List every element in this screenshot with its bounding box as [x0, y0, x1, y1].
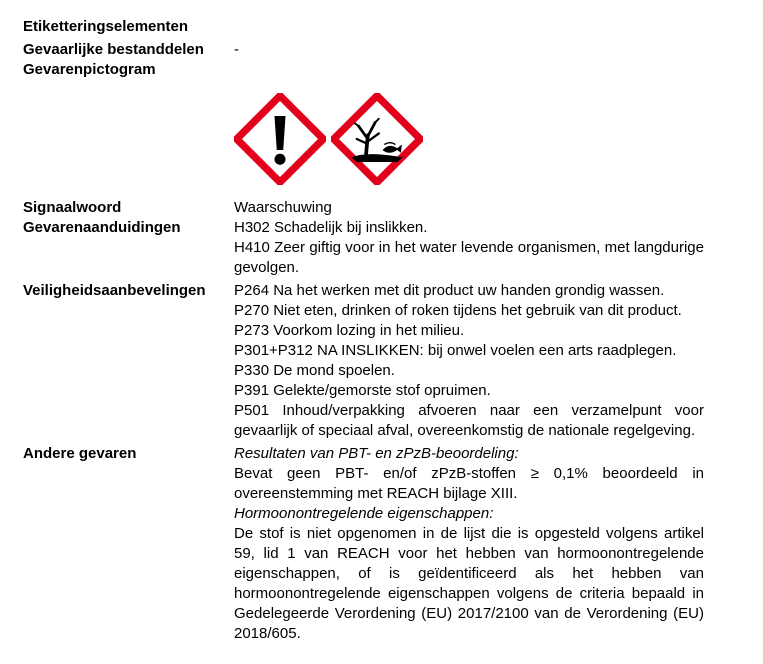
- other-hazards-label: Andere gevaren: [23, 445, 137, 462]
- other-hazards: [234, 444, 704, 644]
- hazard-statements: [234, 218, 704, 278]
- pbt-heading: Resultaten van PBT- en zPzB-beoordeling:: [234, 445, 519, 462]
- hazard-statement: H302 Schadelijk bij inslikken.: [234, 219, 428, 236]
- hazard-statements-label: Gevarenaanduidingen: [23, 219, 181, 236]
- precautionary-statement: P270 Niet eten, drinken of roken tijdens het gebruik van dit product.: [234, 302, 682, 319]
- hazardous-components-value: -: [234, 41, 239, 58]
- precautionary-statement: P330 De mond spoelen.: [234, 362, 395, 379]
- pictogram-heading: Gevarenpictogram: [23, 61, 156, 78]
- precautionary-statements: [234, 281, 704, 441]
- exclamation-mark-pictogram: [234, 93, 326, 185]
- precautionary-statements-label: Veiligheidsaanbevelingen: [23, 282, 206, 299]
- signal-word-label: Signaalwoord: [23, 199, 122, 216]
- label-elements-heading: Etiketteringselementen: [23, 18, 189, 35]
- pbt-text: Bevat geen PBT- en/of zPzB-stoffen ≥ 0,1% beoordeeld in overeenstemming met REACH bijlage XIII.: [234, 465, 704, 502]
- endocrine-text: De stof is niet opgenomen in de lijst die is opgesteld volgens artikel 59, lid 1 van REACH voor het hebben van hormoonontregelende eigenschappen, of is geïdentificeerd als het hebben van hormoonontregelende eigenschappen volgens de criteria bepaald in Gedelegeerde Verordening (EU) 2017/2100 van de Verordening (EU) 2018/605.: [234, 525, 704, 642]
- precautionary-statement: P391 Gelekte/gemorste stof opruimen.: [234, 382, 491, 399]
- precautionary-statement: P264 Na het werken met dit product uw handen grondig wassen.: [234, 282, 665, 299]
- endocrine-heading: Hormoonontregelende eigenschappen:: [234, 505, 494, 522]
- environment-pictogram: [331, 93, 423, 185]
- precautionary-statement: P301+P312 NA INSLIKKEN: bij onwel voelen een arts raadplegen.: [234, 342, 677, 359]
- hazardous-components-label: Gevaarlijke bestanddelen: [23, 41, 204, 58]
- signal-word-value: Waarschuwing: [234, 199, 332, 216]
- precautionary-statement: P501 Inhoud/verpakking afvoeren naar een verzamelpunt voor gevaarlijk of speciaal afval, overeenkomstig de nationale regelgeving.: [234, 402, 704, 439]
- precautionary-statement: P273 Voorkom lozing in het milieu.: [234, 322, 465, 339]
- hazard-statement: H410 Zeer giftig voor in het water levende organismen, met langdurige gevolgen.: [234, 239, 704, 276]
